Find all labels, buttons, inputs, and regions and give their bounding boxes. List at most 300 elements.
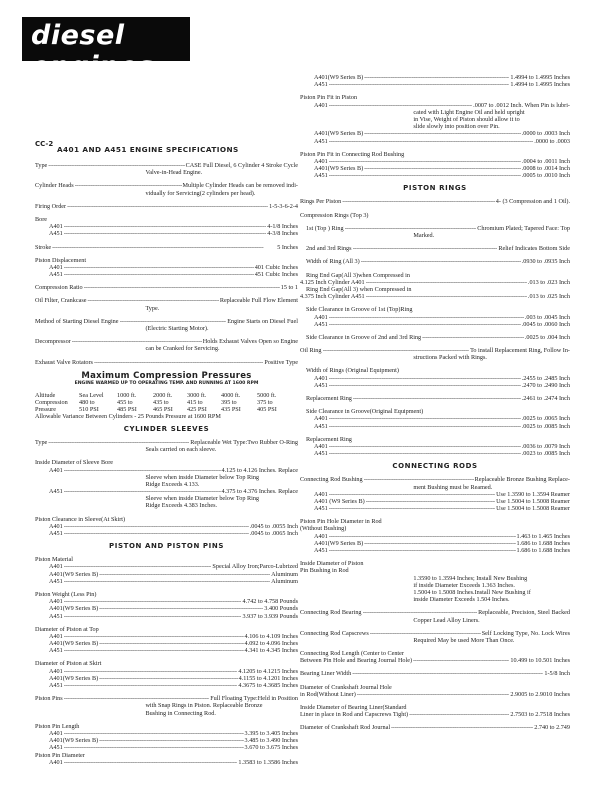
spec-value: 4.341 to 4.345 Inches: [244, 647, 298, 655]
spec-value: 4.1205 to 4.1215 Inches: [238, 667, 298, 675]
spec-label: A401(W9 Series B): [49, 570, 99, 578]
spec-row: [300, 609, 570, 616]
spec-row: [35, 271, 298, 278]
dash-leader: [64, 598, 242, 605]
dash-leader: [75, 182, 182, 189]
section-subheading: ENGINE WARMED UP TO OPERATING TEMP. AND RUNNING AT 1600 RPM: [74, 380, 259, 386]
dash-leader: [329, 533, 516, 540]
spec-label: Cylinder Heads: [35, 182, 74, 190]
spec-value: .0036 to .0079 Inch: [521, 442, 570, 450]
dash-leader: [329, 375, 521, 382]
spec-row: [300, 670, 570, 677]
spec-heading: Side Clearance in Groove of 1st (Top)Ring: [306, 306, 413, 314]
spec-continuation: Sleeve when inside Diameter below Top Ring: [145, 495, 260, 503]
dash-leader: [353, 395, 521, 402]
spec-row: [300, 505, 570, 512]
spec-value: 1.3583 to 1.3586 Inches: [238, 758, 298, 766]
spec-row: [35, 182, 298, 189]
spec-value: 4.375 to 4.376 Inches. Replace: [221, 488, 298, 496]
dash-leader: [329, 158, 521, 165]
dash-leader: [72, 338, 202, 345]
dash-leader: [64, 523, 249, 530]
dash-leader: [329, 415, 521, 422]
dash-leader: [342, 198, 494, 205]
dash-leader: [364, 74, 509, 81]
spec-label: A401: [314, 490, 328, 498]
spec-value: Holds Exhaust Valves Open so Engine: [202, 338, 298, 346]
spec-value: .0025 to .004 Inch: [524, 333, 570, 341]
spec-label: Between Pin Hole and Bearing Journal Hole): [300, 657, 413, 665]
dash-leader: [64, 744, 244, 751]
spec-value: 4.3675 to 4.3685 Inches: [238, 682, 298, 689]
spec-value: Full Floating Type:Held in Position: [210, 695, 298, 703]
spec-value: 1.686 to 1.688 Inches: [516, 547, 570, 554]
spec-row: [300, 74, 570, 81]
spec-value: Engine Starts on Diesel Fuel: [227, 317, 298, 325]
spec-heading: Piston Pin Fit in Piston: [300, 94, 358, 102]
spec-row: [35, 264, 298, 271]
spec-label: A401: [314, 157, 328, 165]
dash-leader: [87, 297, 218, 304]
spec-label: A401(W9 Series B): [49, 674, 99, 682]
spec-row: [300, 423, 570, 430]
dash-leader: [64, 759, 238, 766]
spec-heading: Width of Rings (Original Equipment): [306, 367, 399, 375]
spec-value: 5 Inches: [277, 243, 298, 251]
spec-row: [300, 630, 570, 637]
spec-label: Liner in place in Rod and Capscrews Tight): [300, 711, 409, 719]
spec-label: A401: [49, 667, 63, 675]
spec-header: [35, 140, 298, 162]
spec-value: 1.686 to 1.688 Inches: [516, 539, 570, 547]
spec-label: A401: [49, 729, 63, 737]
table-row-label: Compression: [35, 398, 68, 406]
dash-leader: [99, 640, 243, 647]
compression-table: [35, 392, 298, 413]
spec-value: 4.092 to 4.096 Inches: [244, 640, 298, 648]
spec-value: 2.740 to 2.749: [534, 724, 570, 732]
spec-continuation: cated with Light Engine Oil and held upright: [413, 108, 525, 116]
spec-value: .0004 to .0011 Inch: [521, 157, 570, 165]
spec-value: Replaceable Full Flow Element: [219, 297, 298, 305]
dash-leader: [329, 102, 472, 109]
spec-value: Use 1.3590 to 1.3594 Reamer: [496, 490, 570, 498]
spec-label: A451: [314, 547, 328, 554]
spec-label: Compression Ratio: [35, 284, 83, 292]
spec-label: A451: [314, 381, 328, 389]
spec-value: 2.9005 to 2.9010 Inches: [510, 690, 570, 698]
dash-leader: [84, 284, 280, 291]
spec-label: 1st (Top ) Ring: [306, 224, 344, 232]
dash-leader: [64, 633, 244, 640]
section-heading: CYLINDER SLEEVES: [123, 424, 210, 433]
dash-leader: [64, 563, 212, 570]
spec-label: A401: [314, 415, 328, 423]
spec-label: Connecting Rod Bearing: [300, 609, 362, 617]
spec-value: 1.4994 to 1.4995 Inches: [510, 81, 570, 89]
spec-continuation: ment Bushing must be Reamed.: [413, 483, 493, 491]
spec-value: To install Replacement Ring, Follow In-: [470, 347, 570, 355]
spec-value: .2461 to .2474 Inch: [521, 395, 570, 402]
dash-leader: [329, 138, 533, 145]
dash-leader: [64, 730, 244, 737]
table-cell: 3000 ft.: [187, 391, 207, 399]
spec-row: [300, 198, 570, 205]
spec-continuation: Type.: [145, 304, 160, 312]
spec-label: Method of Starting Diesel Engine: [35, 317, 119, 325]
spec-label: A401: [49, 466, 63, 474]
spec-row: [35, 338, 298, 345]
spec-row: [35, 203, 298, 210]
dash-leader: [64, 264, 254, 271]
spec-label: A401: [49, 632, 63, 640]
dash-leader: [64, 230, 266, 237]
dash-leader: [99, 605, 263, 612]
spec-row: [35, 605, 298, 612]
dash-leader: [329, 547, 516, 554]
spec-value: .0025 to .0065 Inch: [521, 415, 570, 423]
spec-row: [300, 102, 570, 109]
spec-value: .0045 to .0065 Inch: [249, 530, 298, 537]
spec-label: A451: [49, 682, 63, 689]
spec-value: Multiple Cylinder Heads can be removed indi-: [182, 182, 298, 190]
spec-continuation: in Vise, Weight of Piston should allow it to: [413, 115, 520, 123]
spec-label: A401(W9 Series B): [314, 130, 364, 138]
spec-row: [300, 172, 570, 179]
spec-value: 2.7503 to 2.7518 Inches: [510, 711, 570, 719]
dash-leader: [329, 450, 521, 457]
spec-row: [35, 359, 298, 366]
dash-leader: [370, 630, 481, 637]
dash-leader: [329, 443, 521, 450]
spec-row: [300, 395, 570, 402]
spec-label: A451: [49, 744, 63, 752]
section-heading: Maximum Compression Pressures: [81, 370, 252, 381]
dash-leader: [99, 571, 270, 578]
spec-value: .0025 to .0085 Inch: [521, 422, 570, 430]
spec-row: [300, 476, 570, 483]
spec-value: .013 to .023 Inch: [527, 278, 570, 286]
dash-leader: [64, 271, 254, 278]
spec-value: 451 Cubic Inches: [254, 271, 298, 279]
spec-row: [35, 230, 298, 237]
dash-leader: [345, 225, 477, 232]
spec-label: A401: [314, 442, 328, 450]
spec-heading: Connecting Rod Length (Center to Center: [300, 650, 404, 658]
section-heading: PISTON AND PISTON PINS: [109, 542, 224, 551]
spec-value: 1.4994 to 1.4995 Inches: [510, 74, 570, 81]
spec-heading: Piston Clearance in Sleeve(At Skirt): [35, 515, 126, 523]
spec-label: A401(W9 Series B): [49, 737, 99, 745]
table-cell: 425 PSI: [187, 405, 207, 413]
spec-row: [35, 744, 298, 751]
dash-leader: [329, 314, 524, 321]
table-cell: 395 to: [221, 398, 237, 406]
spec-label: A451: [314, 505, 328, 513]
spec-continuation: (Electric Starting Motor).: [145, 325, 209, 332]
dash-leader: [329, 382, 521, 389]
spec-value: 4-1/8 Inches: [267, 223, 298, 231]
spec-row: [300, 540, 570, 547]
spec-label: Replacement Ring: [306, 395, 352, 402]
spec-value: 401 Cubic Inches: [254, 263, 298, 271]
table-cell: 415 to: [187, 398, 203, 406]
spec-heading: Piston Displacement: [35, 256, 87, 264]
spec-row: [300, 279, 570, 286]
spec-heading: Piston Weight (Less Pin): [35, 590, 97, 598]
spec-value: 3.400 Pounds: [264, 605, 298, 613]
dash-leader: [67, 203, 268, 210]
spec-label: Width of Ring (All 3): [306, 258, 360, 266]
spec-row: [35, 223, 298, 230]
spec-value: .013 to .025 Inch: [527, 293, 570, 301]
dash-leader: [64, 488, 221, 495]
spec-row: [300, 321, 570, 328]
spec-value: Use 1.5004 to 1.5008 Reamer: [496, 497, 570, 505]
spec-value: Replaceable Wet Type:Two Rubber O-Ring: [190, 438, 298, 446]
spec-label: A401(W9 Series B): [314, 74, 364, 81]
dash-leader: [363, 609, 478, 616]
spec-label: Firing Order: [35, 202, 67, 210]
spec-value: CASE Full Diesel, 6 Cylinder 4 Stroke Cycle: [185, 162, 298, 169]
spec-row: [300, 724, 570, 731]
spec-value: .0045 to .0060 Inch: [521, 320, 570, 328]
spec-heading: Diameter of Crankshaft Journal Hole: [300, 683, 392, 691]
spec-value: 4.125 to 4.126 Inches. Replace: [221, 466, 298, 474]
spec-label: Exhaust Valve Rotators: [35, 358, 93, 366]
dash-leader: [329, 491, 495, 498]
spec-row: [35, 284, 298, 291]
spec-value: 1.463 to 1.465 Inches: [516, 532, 570, 540]
spec-row: [300, 415, 570, 422]
table-cell: 5000 ft.: [257, 391, 277, 399]
right-column: [300, 74, 570, 732]
spec-row: [35, 523, 298, 530]
spec-value: Aluminum: [271, 577, 298, 585]
spec-label: Decompressor: [35, 338, 71, 346]
spec-heading: Ring End Gap(All 3)when Compressed in: [306, 271, 410, 279]
spec-value: .0000 to .0003: [534, 137, 570, 145]
spec-row: [35, 563, 298, 570]
spec-value: .0005 to .0010 Inch: [521, 172, 570, 180]
spec-label: Type: [35, 162, 48, 169]
dash-leader: [353, 245, 498, 252]
spec-row: [35, 530, 298, 537]
table-cell: 2000 ft.: [153, 391, 173, 399]
spec-row: [300, 314, 570, 321]
spec-label: A401: [49, 223, 63, 231]
dash-leader: [48, 162, 184, 169]
spec-value: Replaceable Bronze Bushing Replace-: [474, 476, 570, 484]
spec-row: [35, 675, 298, 682]
table-row-label: Pressure: [35, 405, 56, 413]
spec-row: [300, 334, 570, 341]
table-cell: 1000 ft.: [117, 391, 137, 399]
dash-leader: [329, 81, 510, 88]
spec-label: A401: [49, 598, 63, 606]
spec-heading: Diameter of Piston at Top: [35, 625, 99, 633]
spec-row: [300, 533, 570, 540]
spec-heading: Side Clearance in Groove(Original Equipment): [306, 408, 424, 416]
spec-value: .0000 to .0003 Inch: [521, 130, 570, 138]
spec-value: .003 to .0045 Inch: [524, 313, 570, 321]
table-cell: 465 PSI: [153, 405, 173, 413]
spec-continuation: Sleeve when inside Diameter below Top Ring: [145, 473, 260, 481]
section-heading: PISTON RINGS: [403, 184, 467, 193]
spec-label: Oil Ring: [300, 347, 322, 355]
dash-leader: [352, 670, 543, 677]
spec-row: [35, 598, 298, 605]
spec-label: A401: [314, 374, 328, 382]
spec-label: Diameter of Crankshaft Rod Journal: [300, 724, 391, 732]
spec-value: 3.670 to 3.675 Inches: [244, 744, 298, 752]
spec-label: A401: [314, 532, 328, 540]
spec-row: [300, 375, 570, 382]
dash-leader: [364, 476, 474, 483]
dash-leader: [329, 172, 521, 179]
spec-row: [35, 571, 298, 578]
dash-leader: [48, 439, 189, 446]
spec-row: [35, 737, 298, 744]
dash-leader: [99, 737, 243, 744]
dash-leader: [329, 423, 521, 430]
spec-value: 4.742 to 4.758 Pounds: [242, 598, 298, 606]
spec-row: [300, 158, 570, 165]
spec-label: 4.375 Inch Cylinder A451: [300, 293, 365, 301]
dash-leader: [64, 578, 270, 585]
dash-leader: [357, 691, 510, 698]
spec-value: 15 to 1: [280, 284, 298, 292]
spec-row: [35, 647, 298, 654]
spec-row: [300, 547, 570, 554]
spec-continuation: can be Cranked for Servicing.: [145, 345, 220, 353]
spec-continuation: 1.5004 to 1.5008 Inches.Install New Bushing if: [413, 588, 531, 596]
table-cell: 480 to: [79, 398, 95, 406]
banner-title: diesel engines: [31, 20, 155, 82]
spec-label: A451: [49, 530, 63, 537]
spec-value: 3.395 to 3.405 Inches: [244, 729, 298, 737]
dash-leader: [323, 347, 470, 354]
table-cell: 4000 ft.: [221, 391, 241, 399]
spec-label: A401: [49, 263, 63, 271]
dash-leader: [364, 130, 521, 137]
dash-leader: [120, 318, 227, 325]
table-cell: 435 PSI: [221, 405, 241, 413]
spec-label: Stroke: [35, 243, 52, 251]
spec-row: [300, 382, 570, 389]
dash-leader: [329, 505, 495, 512]
spec-heading: Compression Rings (Top 3): [300, 211, 369, 219]
spec-label: A401(W9 Series B): [49, 605, 99, 613]
spec-label: Connecting Rod Capscrews: [300, 629, 369, 637]
spec-value: 4-3/8 Inches: [267, 230, 298, 238]
spec-value: 10.499 to 10.501 Inches: [510, 657, 570, 665]
spec-continuation: Bushing in Connecting Rod.: [145, 709, 216, 717]
spec-continuation: Valve-in-Head Engine.: [145, 169, 203, 177]
spec-heading: Ring End Gap(All 3) when Compressed in: [306, 285, 412, 293]
spec-row: [35, 682, 298, 689]
spec-row: [300, 498, 570, 505]
dash-leader: [64, 682, 238, 689]
dash-leader: [361, 258, 521, 265]
spec-value: Aluminum: [271, 570, 298, 578]
spec-value: .2470 to .2490 Inch: [521, 381, 570, 389]
spec-value: Chromium Plated; Tapered Face: Top: [477, 224, 570, 232]
spec-continuation: 1.3590 to 1.3594 Inches; Install New Bushing: [413, 574, 528, 582]
spec-value: 3.937 to 3.939 Pounds: [242, 612, 298, 620]
spec-heading: Piston Pin Diameter: [35, 751, 85, 759]
spec-heading: Inside Diameter of Sleeve Bore: [35, 459, 114, 467]
spec-continuation: Seals carried on each sleeve.: [145, 446, 217, 454]
dash-leader: [366, 498, 495, 505]
spec-label: Type: [35, 438, 48, 446]
spec-value: .0930 to .0935 Inch: [521, 258, 570, 266]
spec-row: [35, 578, 298, 585]
spec-label: A451: [314, 450, 328, 458]
spec-value: 1-5/8 Inch: [544, 670, 570, 678]
spec-continuation: Ridge Exceeds 4.383 Inches.: [145, 502, 218, 510]
dash-leader: [99, 675, 237, 682]
dash-leader: [364, 540, 515, 547]
spec-row: [35, 759, 298, 766]
spec-row: [300, 225, 570, 232]
spec-label: A451: [314, 422, 328, 430]
spec-row: [35, 318, 298, 325]
spec-row: [300, 691, 570, 698]
dash-leader: [329, 321, 521, 328]
spec-row: [35, 668, 298, 675]
spec-continuation: Copper Lead Alloy Liners.: [413, 616, 480, 624]
spec-row: [300, 165, 570, 172]
spec-continuation: inside Diameter Exceeds 1.504 Inches.: [413, 596, 510, 604]
page-title: A401 AND A451 ENGINE SPECIFICATIONS: [57, 145, 239, 154]
spec-heading: Piston Pin Length: [35, 722, 80, 730]
spec-row: [35, 640, 298, 647]
spec-label: A451: [314, 137, 328, 145]
spec-row: [35, 467, 298, 474]
spec-label: in Rod(Without Liner): [300, 690, 356, 698]
table-cell: 435 to: [153, 398, 169, 406]
spec-label: A451: [49, 577, 63, 585]
spec-label: Piston Pins: [35, 695, 63, 703]
spec-row: [35, 633, 298, 640]
spec-label: A451: [49, 612, 63, 620]
spec-heading: Bore: [35, 215, 48, 223]
spec-heading: (Without Bushing): [300, 525, 347, 533]
spec-heading: Piston Material: [35, 556, 73, 564]
spec-label: A451: [314, 320, 328, 328]
spec-row: [35, 488, 298, 495]
spec-row: [300, 443, 570, 450]
spec-continuation: slide slowly into position over Pin.: [413, 123, 500, 131]
spec-value: Replaceable, Precision, Steel Backed: [478, 609, 570, 617]
dash-leader: [64, 647, 244, 654]
spec-row: [300, 491, 570, 498]
spec-value: Special Alloy Iron;Parco-Lubrized: [212, 563, 298, 571]
table-cell: 455 to: [117, 398, 133, 406]
dash-leader: [364, 165, 521, 172]
spec-heading: Diameter of Piston at Skirt: [35, 660, 102, 668]
dash-leader: [391, 724, 533, 731]
spec-label: Oil Filter, Crankcase: [35, 297, 87, 305]
section-heading: CONNECTING RODS: [392, 462, 478, 471]
spec-label: A401: [49, 758, 63, 766]
spec-row: [35, 297, 298, 304]
spec-continuation: Ridge Exceeds 4.133.: [145, 480, 200, 488]
spec-row: [300, 347, 570, 354]
table-row-label: Altitude: [35, 391, 56, 399]
spec-row: [300, 657, 570, 664]
